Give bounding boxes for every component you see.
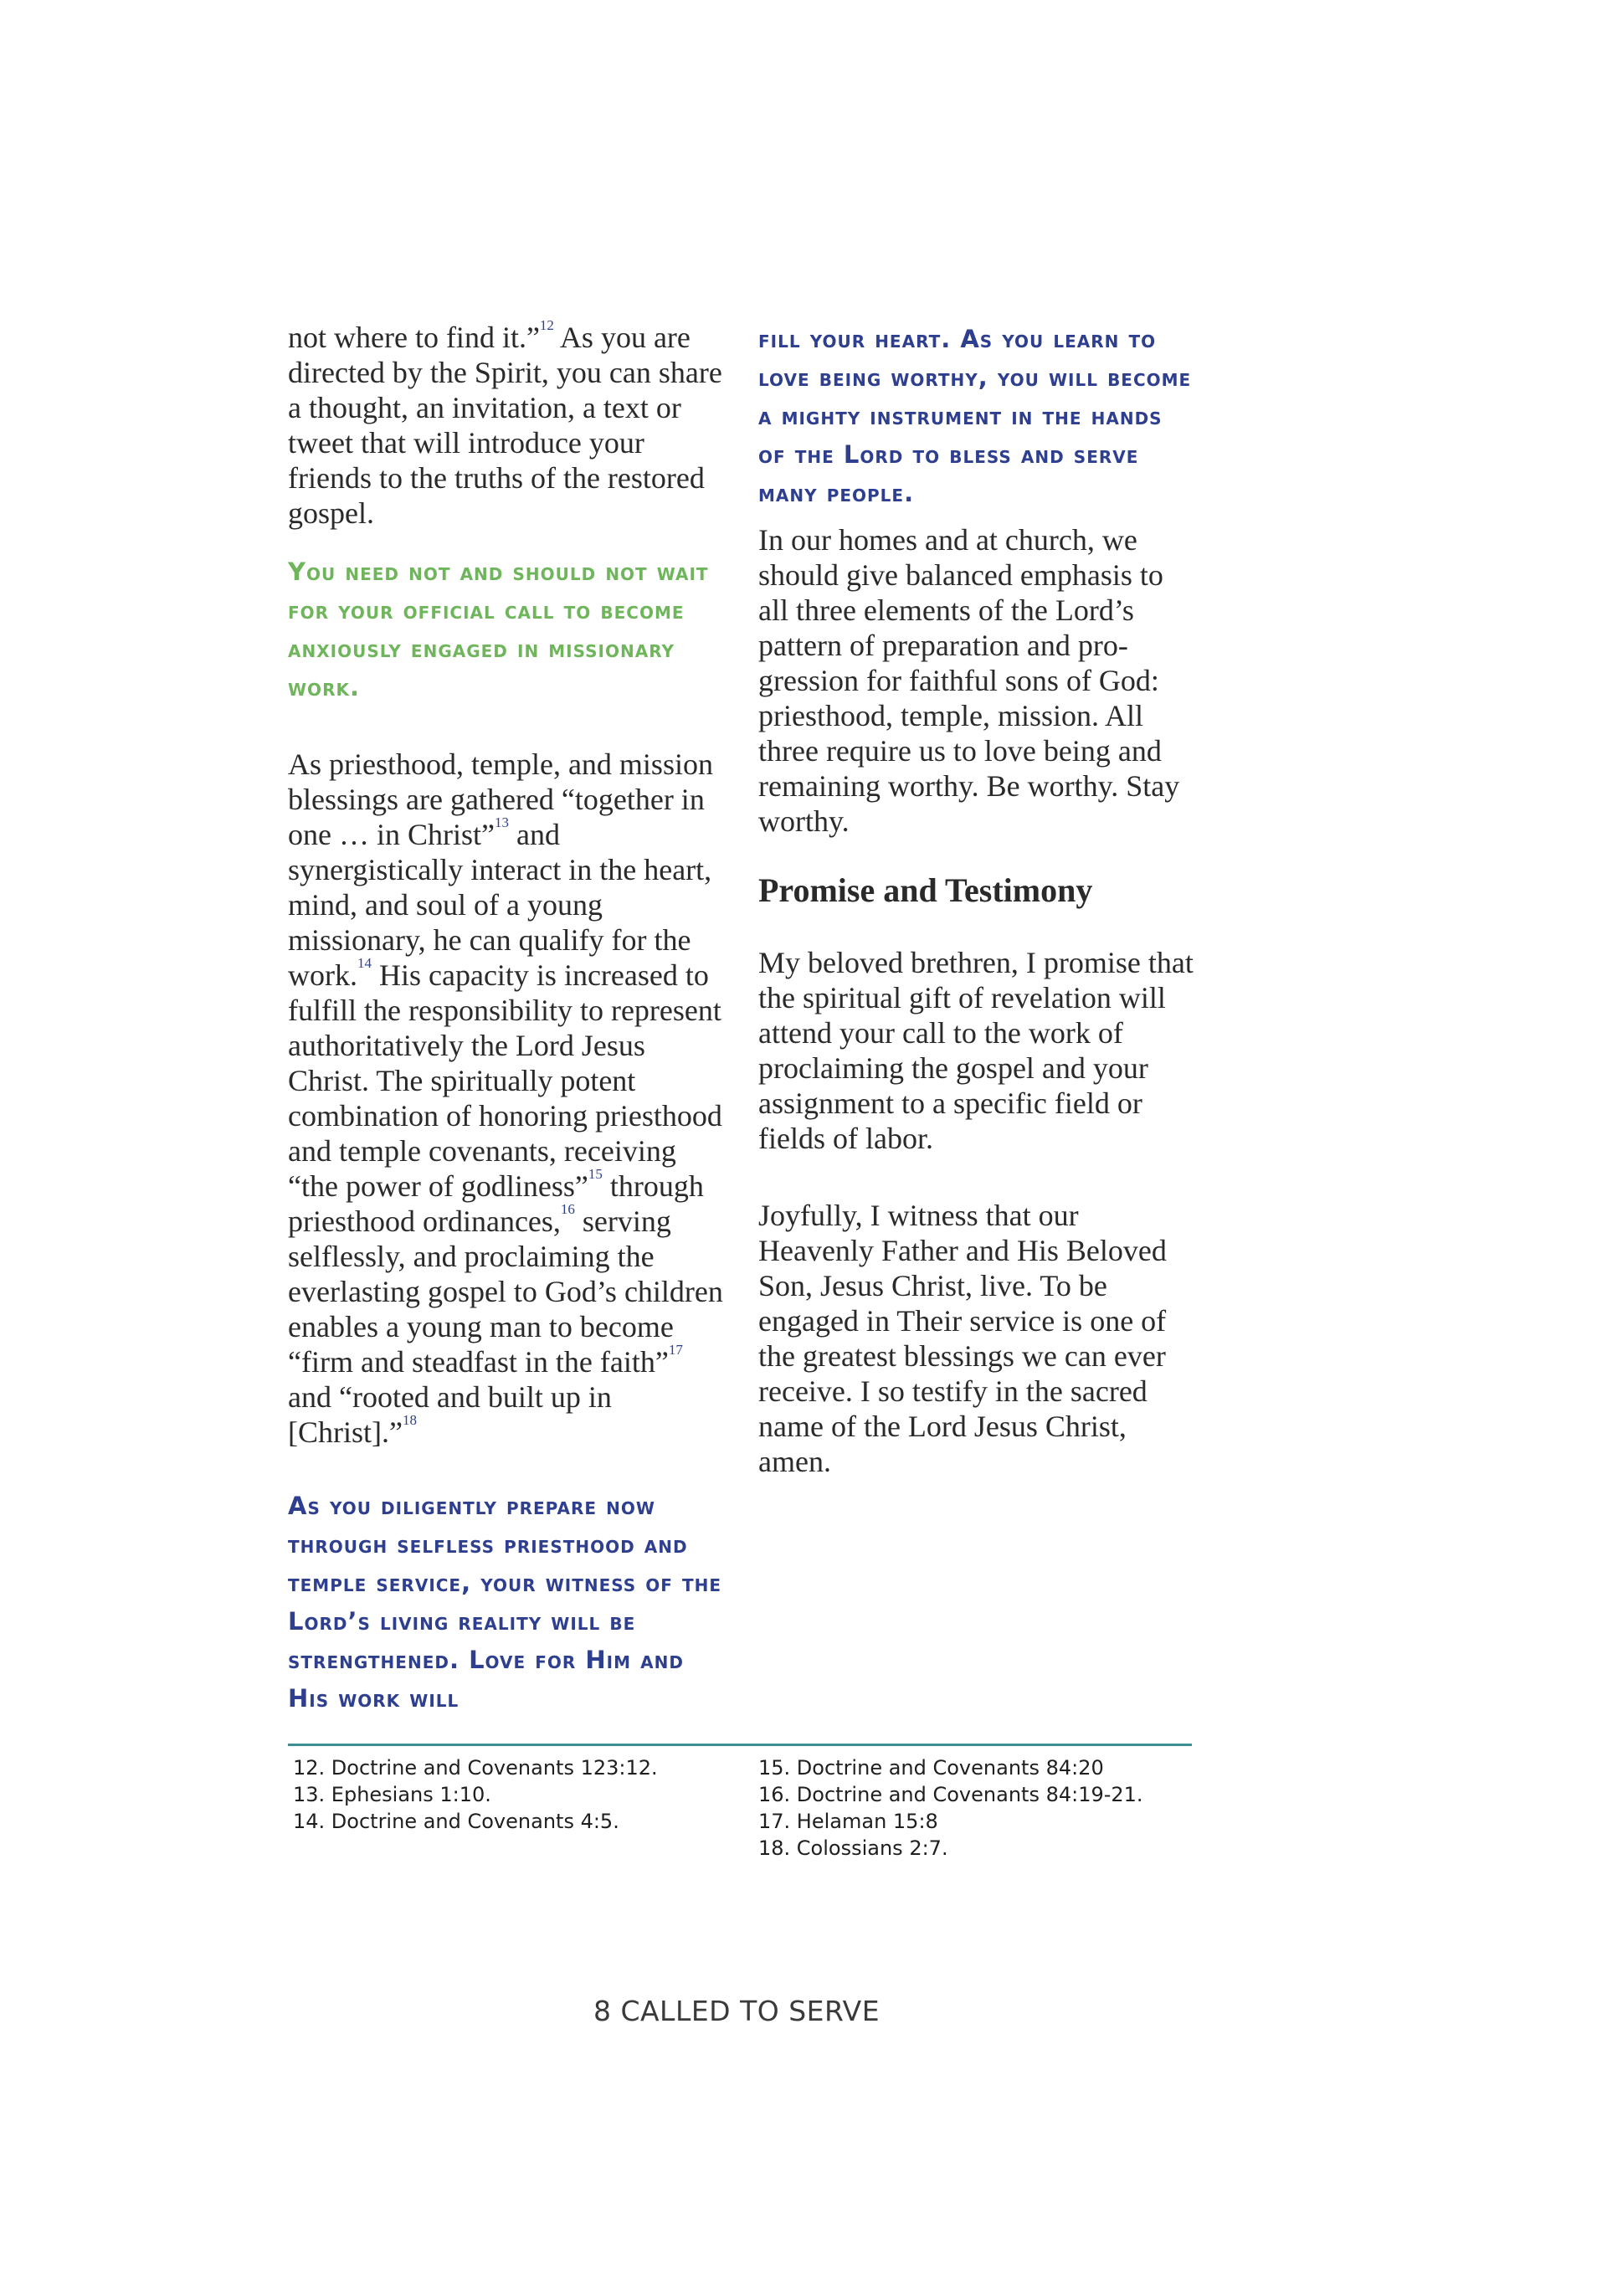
footnote-ref-16: 16 bbox=[560, 1201, 575, 1217]
footnote-ref-12: 12 bbox=[539, 317, 554, 333]
footnote-ref-14: 14 bbox=[357, 955, 372, 971]
callout-green: You need not and should not wait for your official call to become anxiously engaged in missionary work. bbox=[288, 557, 709, 701]
left-column bbox=[288, 317, 723, 1718]
page-footer: 8 CALLED TO SERVE bbox=[593, 1995, 881, 2027]
section-heading: Promise and Testimony bbox=[758, 871, 1093, 909]
footnote-divider bbox=[288, 1744, 1192, 1746]
footnote-ref-17: 17 bbox=[668, 1342, 683, 1358]
footnote-ref-15: 15 bbox=[588, 1166, 603, 1182]
footnote-item: 12. Doctrine and Covenants 123:12. bbox=[293, 1756, 658, 1780]
footnote-item: 15. Doctrine and Covenants 84:20 bbox=[758, 1756, 1104, 1780]
footnote-item: 18. Colossians 2:7. bbox=[758, 1836, 948, 1860]
footnote-item: 16. Doctrine and Covenants 84:19-21. bbox=[758, 1783, 1143, 1806]
callout-blue-left: As you diligently prepare now through selfless priesthood and temple service, your witness of the Lord’s living reality will be strengthened. Love for Him and His work will bbox=[288, 1492, 722, 1713]
right-paragraph-3: Joyfully, I witness that our Heavenly Father and His Beloved Son, Jesus Christ, live. To be engaged in Their service is one of the greatest blessings we can ever receive. I so testify in the sacred name of the Lord Jesus Christ, amen. bbox=[758, 1199, 1167, 1478]
footnote-ref-13: 13 bbox=[494, 814, 509, 830]
right-paragraph-2: My beloved brethren, I promise that the spiritual gift of revelation will attend your call to the work of proclaiming the gospel and your assignment to a specific field or fields of labor. bbox=[758, 946, 1194, 1155]
footnote-ref-18: 18 bbox=[402, 1412, 417, 1428]
footnote-item: 17. Helaman 15:8 bbox=[758, 1810, 938, 1833]
left-paragraph-1: not where to find it.”$^{12}$ As you are directed by the Spirit, you can share a thought, an invitation, a text or tweet that will introduce your friends to the truths of the restored gospel. bbox=[288, 317, 722, 530]
footnote-item: 13. Ephesians 1:10. bbox=[293, 1783, 491, 1806]
right-column bbox=[758, 320, 1194, 1479]
left-paragraph-2: As priesthood, temple, and mission blessings are gathered “together in one … in Christ”$^{13}$ and synergistically interact in the heart, mind, and soul of a young missionary, he can qualify for the work.$^{14}$ His capacity is increased to fulfill the responsibility to represent authoritatively the Lord Jesus Christ. The spiritually potent combination of honoring priesthood and temple covenants, receiving “the power of godliness”$^{15}$ through priesthood ordinances,$^{16}$ serving selflessly, and proclaiming the everlasting gospel to God’s children enables a young man to become “firm and steadfast in the faith”$^{17}$ and “rooted and built up in [Christ].”$^{18}$ bbox=[288, 747, 723, 1449]
right-paragraph-1: In our homes and at church, we should give balanced emphasis to all three elements of the Lord’s pattern of preparation and progression for faithful sons of God: priesthood, temple, mission. All three require us to love being and remaining worthy. Be worthy. Stay worthy. bbox=[758, 523, 1180, 838]
footnotes-left bbox=[293, 1754, 658, 1835]
footnotes-right bbox=[758, 1754, 1143, 1862]
callout-blue-right: fill your heart. As you learn to love being worthy, you will become a mighty instrument in the hands of the Lord to bless and serve many people. bbox=[758, 325, 1192, 507]
footnote-item: 14. Doctrine and Covenants 4:5. bbox=[293, 1810, 619, 1833]
